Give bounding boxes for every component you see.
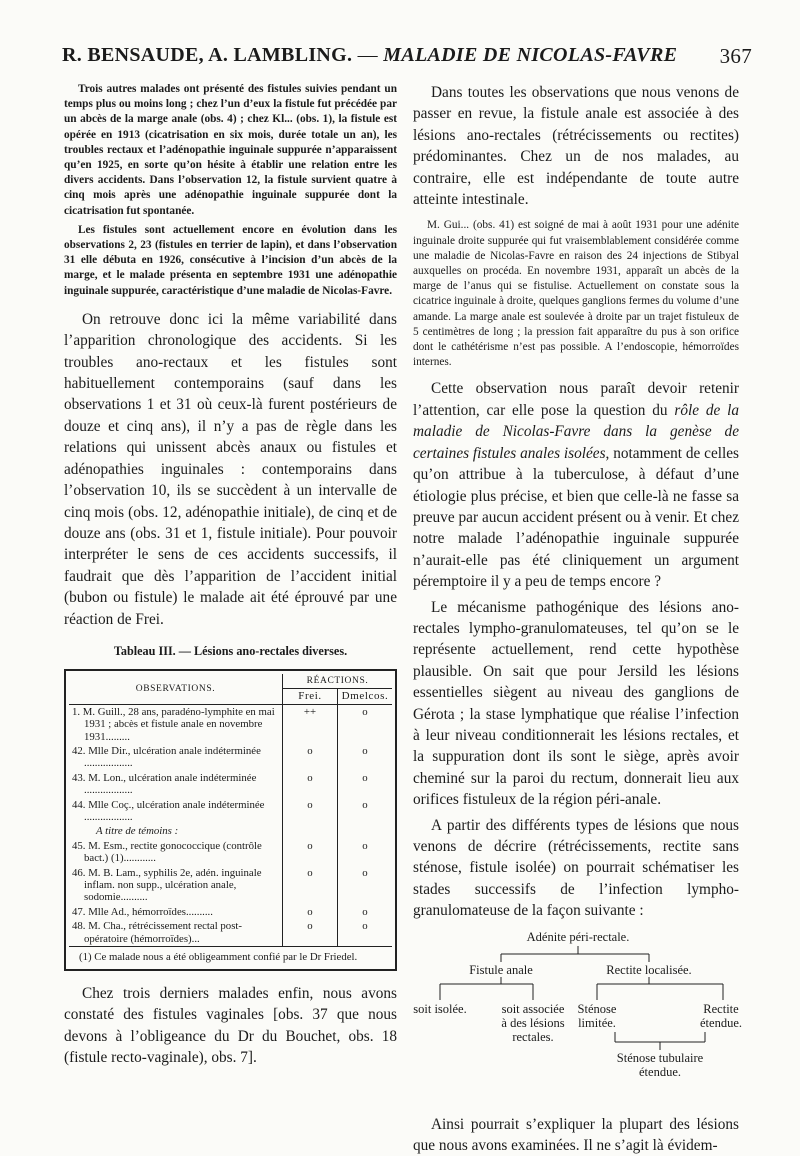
frei-cell xyxy=(283,824,338,838)
body-paragraph: Dans toutes les observations que nous venons de passer en revue, la fistule anale est associée à des lésions ano-rectales (rétrécissements ou rectites) prédominantes. Chez un de nos malades, au contraire, elle est indépendante de toute autre atteinte intestinale. xyxy=(413,84,739,209)
observation-text: 45. M. Esm., rectite gonococcique (contrôle bact.) (1)............ xyxy=(72,839,262,865)
table-row xyxy=(69,744,392,771)
observation-text: A titre de témoins : xyxy=(96,825,179,838)
node-rectite-etendue xyxy=(687,1002,755,1030)
dmelcos-cell: o xyxy=(338,919,393,946)
observation-cell xyxy=(69,866,283,905)
dmelcos-cell: o xyxy=(338,905,393,919)
observation-cell xyxy=(69,905,283,919)
emphasized-text: rôle de la maladie de Nicolas-Favre dans la genèse de certaines fistules anales isolées xyxy=(413,401,739,462)
frei-cell: o xyxy=(283,905,338,919)
frei-cell: o xyxy=(283,919,338,946)
table-row xyxy=(69,798,392,825)
table-row xyxy=(69,704,392,744)
body-paragraph: Ainsi pourrait s’expliquer la plupart des lésions que nous avons examinées. Il ne s’agit là évidem- xyxy=(413,1115,739,1155)
table-row xyxy=(69,905,392,919)
observations-table xyxy=(69,674,392,946)
observation-cell xyxy=(69,824,283,838)
col-header-frei: Frei. xyxy=(283,689,338,704)
dmelcos-cell xyxy=(338,824,393,838)
body-paragraph: Chez trois derniers malades enfin, nous avons constaté des fistules vaginales [obs. 37 que nous devons à l’obligeance du Dr du Bouchet, obs. 18 (fistule recto-vaginale), obs. 7]. xyxy=(64,985,397,1067)
observation-cell xyxy=(69,704,283,744)
frei-cell: o xyxy=(283,771,338,798)
paragraph-text: Cette observation nous paraît devoir retenir l’attention, car elle pose la question du xyxy=(413,380,739,419)
frei-cell: o xyxy=(283,839,338,866)
node-line: soit associée xyxy=(501,1001,565,1016)
observation-text: 42. Mlle Dir., ulcération anale indéterminée .................. xyxy=(72,744,261,770)
dmelcos-cell: o xyxy=(338,839,393,866)
observation-cell xyxy=(69,744,283,771)
observation-text: 47. Mlle Ad., hémorroïdes.......... xyxy=(72,905,213,918)
table-row xyxy=(69,866,392,905)
node-soit-isolee: soit isolée. xyxy=(413,1001,467,1016)
node-line: limitée. xyxy=(578,1015,616,1030)
node-line: Sténose tubulaire xyxy=(616,1050,704,1065)
dmelcos-cell: o xyxy=(338,744,393,771)
table-body xyxy=(69,704,392,946)
dmelcos-cell: o xyxy=(338,866,393,905)
dmelcos-cell: o xyxy=(338,798,393,825)
dmelcos-cell: o xyxy=(338,771,393,798)
observation-text: 46. M. B. Lam., syphilis 2e, adén. inguinale inflam. non supp., ulcération anale, sodomie.......... xyxy=(72,866,262,904)
body-paragraph: On retrouve donc ici la même variabilité dans l’apparition chronologique des accidents. Si les troubles ano-rectaux et les fistules sont habituellement contemporains (sauf dans les observations 1 et 31 où ceux-là furent postérieurs de douze et cinq ans), il n’y a pas de règle dans les relations qui unissent abcès anaux ou fistules et adénopathies inguinales : contemporains dans l’observation 10, ils se succèdent à un intervalle de cinq mois (obs. 12, adénopathie initiale), de cinq et de douze ans (obs. 31 et 1, fistule initiale). Pour pouvoir interpréter le sens de ces accidents successifs, il faudrait que dès l’apparition de l’accident initial (bubon ou fistule) le malade ait été éprouvé par une réaction de Frei. xyxy=(64,310,397,628)
node-rectite-localisee: Rectite localisée. xyxy=(606,962,692,977)
observation-text: 43. M. Lon., ulcération anale indéterminée .................. xyxy=(72,771,257,797)
table-row xyxy=(69,824,392,838)
node-stenose-limitee xyxy=(563,1002,631,1030)
node-adenite: Adénite péri-rectale. xyxy=(526,929,630,944)
node-line: étendue. xyxy=(639,1064,681,1079)
table-frame xyxy=(64,669,397,971)
body-paragraph: A partir des différents types de lésions que nous venons de décrire (rétrécissements, rectite sans sténose, fistule isolée) on pourrait schématiser les stades successifs de l’infection lympho-granulomateuse de la façon suivante : xyxy=(413,816,739,920)
right-column xyxy=(413,82,742,1156)
frei-cell: ++ xyxy=(283,704,338,744)
col-header-observations: OBSERVATIONS. xyxy=(69,674,283,704)
col-header-dmelcos: Dmelcos. xyxy=(338,689,393,704)
observation-text: 44. Mlle Coç., ulcération anale indéterminée .................. xyxy=(72,798,265,823)
frei-cell: o xyxy=(283,744,338,771)
col-header-reactions: RÉACTIONS. xyxy=(283,674,393,689)
frei-cell: o xyxy=(283,798,338,825)
small-paragraph: Trois autres malades ont présenté des fistules suivies pendant un temps plus ou moins long ; chez l’un d’eux la fistule fut précédée par un abcès de la marge anale (obs. 4) ; chez Kl... (obs. 1), la fistule est opérée en 1913 (cicatrisation en six mois, durée totale un an), les troubles rectaux et l’adénopathie inguinale suppurée n’apparaissent qu’en 1925, en sorte qu’on hésite à établir une relation entre les divers accidents. Dans l’observation 12, la fistule survient quatre à cinq mois après une adénopathie inguinale suppurée dont la cicatrisation fut spontanée. xyxy=(64,83,397,217)
table-row xyxy=(69,839,392,866)
table-row xyxy=(69,771,392,798)
small-paragraph: Les fistules sont actuellement encore en évolution dans les observations 2, 23 (fistules en terrier de lapin), et dans l’observation 31 elle débuta en 1926, consécutive à l’incision d’un abcès de la marge, et le malade présenta en septembre 1931 une adénopathie inguinale suppurée, caractéristique d’une maladie de Nicolas-Favre. xyxy=(64,223,397,297)
body-paragraph: Le mécanisme pathogénique des lésions ano-rectales lympho-granulomateuses, tel qu’on se le représente actuellement, rend cette hypothèse plausible. On sait que pour Jersild les lésions essentielles siègent au niveau des ganglions de Gérota ; la stase lymphatique que réalise l’infection à leur niveau conditionnerait les lésions rectales, et la suppuration dont ils sont le siège, après avoir cheminé sur la paroi du rectum, donnerait lieu aux orifices fistuleux de la région péri-anale. xyxy=(413,598,739,809)
header-dash: — xyxy=(357,44,378,66)
table-footnote: (1) Ce malade nous a été obligeamment confié par le Dr Friedel. xyxy=(69,946,392,966)
table-caption: Tableau III. — Lésions ano-rectales diverses. xyxy=(113,643,348,658)
node-stenose-tubulaire xyxy=(600,1051,720,1079)
node-line: Sténose xyxy=(577,1001,617,1016)
observation-cell xyxy=(69,839,283,866)
table-row xyxy=(69,919,392,946)
observation-text: 1. M. Guill., 28 ans, paradéno-lymphite en mai 1931 ; abcès et fistule anale en novembre 1931......... xyxy=(72,705,275,743)
page-number: 367 xyxy=(719,44,752,68)
lesion-stages-diagram xyxy=(413,928,742,1108)
frei-cell: o xyxy=(283,866,338,905)
observation-cell xyxy=(69,798,283,825)
header-authors: R. BENSAUDE, A. LAMBLING. xyxy=(62,44,353,66)
left-column xyxy=(64,82,397,1069)
dmelcos-cell: o xyxy=(338,704,393,744)
observation-text: 48. M. Cha., rétrécissement rectal post-opératoire (hémorroïdes)... xyxy=(72,920,242,945)
body-paragraph xyxy=(413,378,739,592)
node-line: rectales. xyxy=(512,1029,554,1044)
paragraph-text: , notamment de celles qu’on attribue à la tuberculose, à défaut d’une étiologie plus précise, et bien que celle-là ne fasse sa preuve par aucun accident présent ou à venir. Et chez notre malade l’adénopathie inguinale suppurée n’aurait-elle pas été cliniquement un argument péremptoire il y a peu de temps encore ? xyxy=(413,444,739,591)
node-fistule-anale: Fistule anale xyxy=(469,962,533,977)
node-line: Rectite xyxy=(703,1001,739,1016)
running-header xyxy=(62,44,752,74)
header-title: MALADIE DE NICOLAS-FAVRE xyxy=(383,44,678,66)
node-line: à des lésions xyxy=(501,1015,565,1030)
observation-cell xyxy=(69,919,283,946)
observation-cell xyxy=(69,771,283,798)
small-paragraph: M. Gui... (obs. 41) est soigné de mai à août 1931 pour une adénite inguinale droite suppurée qui fut vraisemblablement considérée comme une maladie de Nicolas-Favre en raison des 24 injections de Stibyal auxquelles on procéda. En novembre 1931, apparaît un abcès de la marge de l’anus qui se fistulise. Actuellement on constate sous la cicatrice inguinale à droite, quelques ganglions fermes du volume d’une amande. La marge anale est soulevée à droite par un trajet fistuleux de 5 centimètres de long ; la pression fait apparaître du pus à son orifice dont le cathétérisme n’est pas possible. A l’endoscopie, hémorroïdes internes. xyxy=(413,219,739,369)
node-line: étendue. xyxy=(700,1015,742,1030)
